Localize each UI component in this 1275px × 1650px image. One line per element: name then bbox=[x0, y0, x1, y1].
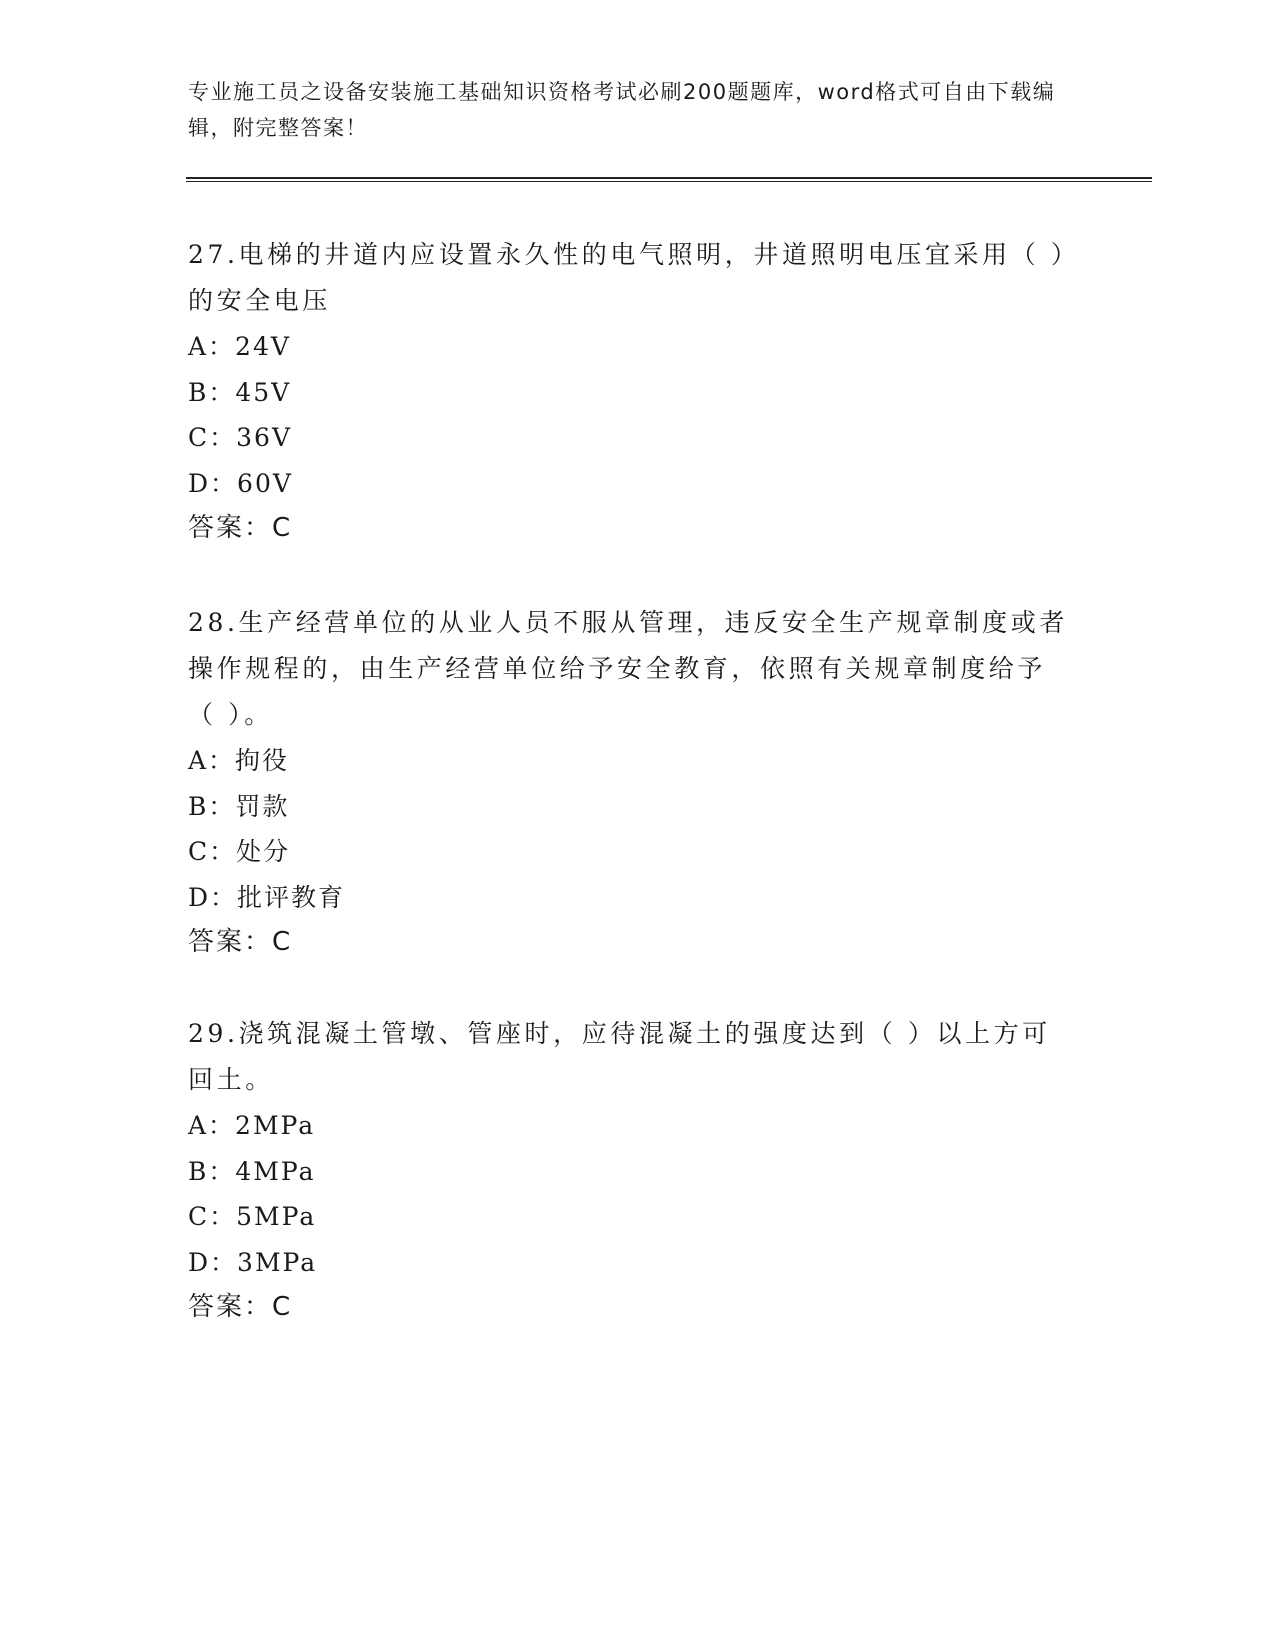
answer-label: 答案：C bbox=[188, 927, 293, 957]
option-c: C：36V bbox=[188, 423, 292, 452]
question-29 bbox=[188, 1011, 1068, 1329]
header-divider bbox=[186, 177, 1152, 182]
option-d: D：3MPa bbox=[188, 1247, 318, 1277]
option-c: C：处分 bbox=[188, 837, 291, 866]
option-a: A：24V bbox=[188, 332, 291, 361]
option-a: A：2MPa bbox=[188, 1111, 316, 1140]
question-27 bbox=[188, 232, 1068, 550]
question-stem: 29.浇筑混凝土管墩、管座时，应待混凝土的强度达到（ ）以上方可回土。 bbox=[188, 1019, 1051, 1094]
option-b: B：45V bbox=[188, 377, 292, 407]
question-stem: 27.电梯的井道内应设置永久性的电气照明，井道照明电压宜采用（ ）的安全电压 bbox=[188, 240, 1068, 315]
option-d: D：60V bbox=[188, 468, 293, 498]
option-list bbox=[188, 738, 1068, 920]
question-28 bbox=[188, 600, 1068, 964]
option-b: B：罚款 bbox=[188, 791, 290, 821]
answer-label: 答案：C bbox=[188, 513, 293, 543]
option-a: A：拘役 bbox=[188, 746, 290, 775]
answer-label: 答案：C bbox=[188, 1292, 293, 1322]
option-list bbox=[188, 1103, 1068, 1285]
document-header-title: 专业施工员之设备安装施工基础知识资格考试必刷200题题库，word格式可自由下载编辑，附完整答案！ bbox=[188, 80, 1056, 140]
question-stem: 28.生产经营单位的从业人员不服从管理，违反安全生产规章制度或者操作规程的，由生产经营单位给予安全教育，依照有关规章制度给予（ ）。 bbox=[188, 608, 1068, 729]
option-b: B：4MPa bbox=[188, 1156, 316, 1186]
option-list bbox=[188, 324, 1068, 506]
option-d: D：批评教育 bbox=[188, 882, 346, 912]
option-c: C：5MPa bbox=[188, 1202, 317, 1231]
